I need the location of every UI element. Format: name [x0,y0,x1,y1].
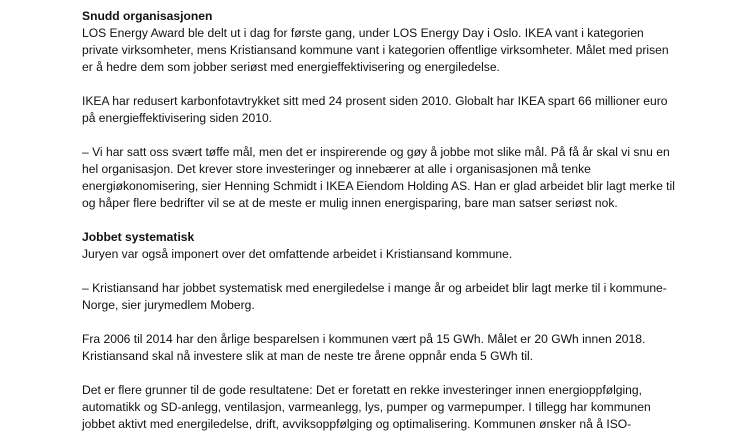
paragraph: Juryen var også imponert over det omfattende arbeidet i Kristiansand kommune. [82,247,513,261]
paragraph: LOS Energy Award ble delt ut i dag for første gang, under LOS Energy Day i Oslo. IKEA vant i kategorien private virksomheter, mens Kristiansand kommune vant i kategorien offentlige virksomheter. Målet med prisen er å hedre dem som jobber seriøst med energieffektivisering og energiledelse. [82,26,669,74]
paragraph-gap [82,365,682,382]
document-body [82,8,682,433]
paragraph: – Kristiansand har jobbet systematisk med energiledelse i mange år og arbeidet blir lagt merke til i kommune-Norge, sier jurymedlem Moberg. [82,281,667,312]
paragraph: Det er flere grunner til de gode resultatene: Det er foretatt en rekke investeringer innen energioppfølging, automatikk og SD-anlegg, ventilasjon, varmeanlegg, lys, pumper og varmepumper. I tillegg har kommunen jobbet aktivt med energiledelse, drift, avviksoppfølging og optimalisering. Kommunen ønsker nå å ISO- [82,383,651,431]
paragraph-gap [82,76,682,93]
paragraph-gap [82,263,682,280]
section-heading: Snudd organisasjonen [82,9,213,23]
paragraph: – Vi har satt oss svært tøffe mål, men det er inspirerende og gøy å jobbe mot slike mål. På få år skal vi snu en hel organisasjon. Det krever store investeringer og innebærer at alle i organisasjonen må tenke energiøkonomisering, sier Henning Schmidt i IKEA Eiendom Holding AS. Han er glad arbeidet blir lagt merke til og håper flere bedrifter vil se at de meste er mulig innen energisparing, bare man satser seriøst nok. [82,145,675,210]
paragraph: Fra 2006 til 2014 har den årlige besparelsen i kommunen vært på 15 GWh. Målet er 20 GWh innen 2018. Kristiansand skal nå investere slik at man de neste tre årene oppnår enda 5 GWh til. [82,332,646,363]
paragraph-gap [82,314,682,331]
paragraph-gap [82,127,682,144]
paragraph: IKEA har redusert karbonfotavtrykket sitt med 24 prosent siden 2010. Globalt har IKEA spart 66 millioner euro på energieffektivisering siden 2010. [82,94,668,125]
paragraph-gap [82,212,682,229]
section-heading: Jobbet systematisk [82,230,195,244]
